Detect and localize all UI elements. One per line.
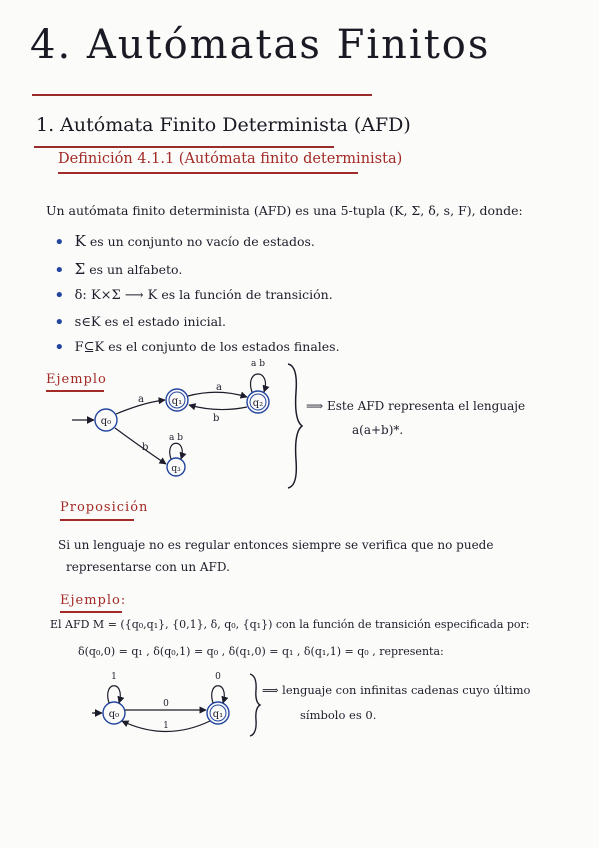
proposition-label: Proposición xyxy=(60,500,149,515)
edge-q0-q1-label: a xyxy=(138,394,144,405)
item-text: es el conjunto de los estados finales. xyxy=(108,339,340,354)
example1-language: a(a+b)*. xyxy=(352,423,404,437)
definition-item xyxy=(54,310,226,331)
state-q1-label: q₁ xyxy=(171,396,183,407)
example2-description-line2: símbolo es 0. xyxy=(300,708,377,722)
state-q0-label: q₀ xyxy=(100,416,112,427)
example1-description: ⟹ Este AFD representa el lenguaje xyxy=(306,399,526,413)
edge-q0-q3-label: b xyxy=(142,442,149,453)
item-symbol: s∈K xyxy=(74,315,101,330)
edge-q1-q2-label: a xyxy=(216,382,222,393)
example2-underline xyxy=(60,611,122,613)
proposition-underline xyxy=(60,519,134,521)
loop-q1 xyxy=(212,686,225,703)
item-text: es un conjunto no vacío de estados. xyxy=(89,234,315,249)
item-text: es el estado inicial. xyxy=(104,314,227,329)
item-symbol: K xyxy=(74,232,86,250)
definition-item xyxy=(54,230,315,251)
automaton-diagram-2 xyxy=(90,668,250,748)
bullet-icon: • xyxy=(54,337,65,358)
proposition-text-line2: representarse con un AFD. xyxy=(66,560,230,574)
bullet-icon: • xyxy=(54,260,65,281)
section-heading: 1. Autómata Finito Determinista (AFD) xyxy=(36,114,411,136)
example2-text-line2: δ(q₀,0) = q₁ , δ(q₀,1) = q₀ , δ(q₁,0) = q₁ , δ(q₁,1) = q₀ , representa: xyxy=(78,645,444,658)
brace-1 xyxy=(284,362,306,492)
state-q2-label: q₂ xyxy=(252,398,264,409)
definition-label: Definición 4.1.1 (Autómata finito determinista) xyxy=(58,151,403,167)
loop-q2-label: a b xyxy=(251,359,265,369)
example2-label: Ejemplo: xyxy=(60,593,127,608)
state-q0-label: q₀ xyxy=(108,709,120,720)
edge-q2-q1-label: b xyxy=(213,413,220,424)
bullet-icon: • xyxy=(54,285,65,306)
definition-item xyxy=(54,258,182,279)
bullet-icon: • xyxy=(54,312,65,333)
loop-q3-label: a b xyxy=(169,433,183,443)
brace-2 xyxy=(247,672,263,738)
proposition-text-line1: Si un lenguaje no es regular entonces siempre se verifica que no puede xyxy=(58,538,494,552)
edge-q0-q3 xyxy=(115,428,166,464)
state-q3-label: q₃ xyxy=(171,464,181,474)
definition-underline xyxy=(58,172,358,174)
item-text: es un alfabeto. xyxy=(89,262,183,277)
example2-text-line1: El AFD M = ({q₀,q₁}, {0,1}, δ, q₀, {q₁}) con la función de transición especificada por: xyxy=(50,618,530,631)
automaton-diagram-1 xyxy=(60,350,310,485)
item-symbol: δ: K×Σ ⟶ K xyxy=(74,288,158,303)
loop-q2 xyxy=(251,374,266,392)
loop-q3 xyxy=(170,443,183,459)
bullet-icon: • xyxy=(54,232,65,253)
state-q1-label: q₁ xyxy=(212,709,224,720)
section-divider xyxy=(34,146,334,148)
page-title: 4. Autómatas Finitos xyxy=(30,22,491,68)
example1-label: Ejemplo xyxy=(46,372,107,387)
loop-q1-label: 0 xyxy=(215,672,221,682)
item-symbol: F⊆K xyxy=(74,340,105,355)
edge-q2-q1 xyxy=(189,405,247,410)
edge-q0-q1-label: 0 xyxy=(163,699,169,709)
definition-item xyxy=(54,283,333,304)
definition-intro: Un autómata finito determinista (AFD) es una 5-tupla (K, Σ, δ, s, F), donde: xyxy=(46,203,523,218)
item-symbol: Σ xyxy=(74,260,86,278)
example2-description: ⟹ lenguaje con infinitas cadenas cuyo último xyxy=(262,683,531,697)
edge-q1-q0-label: 1 xyxy=(163,721,169,731)
title-divider xyxy=(32,94,372,96)
item-text: es la función de transición. xyxy=(161,287,333,302)
loop-q0 xyxy=(108,686,121,703)
loop-q0-label: 1 xyxy=(111,672,117,682)
